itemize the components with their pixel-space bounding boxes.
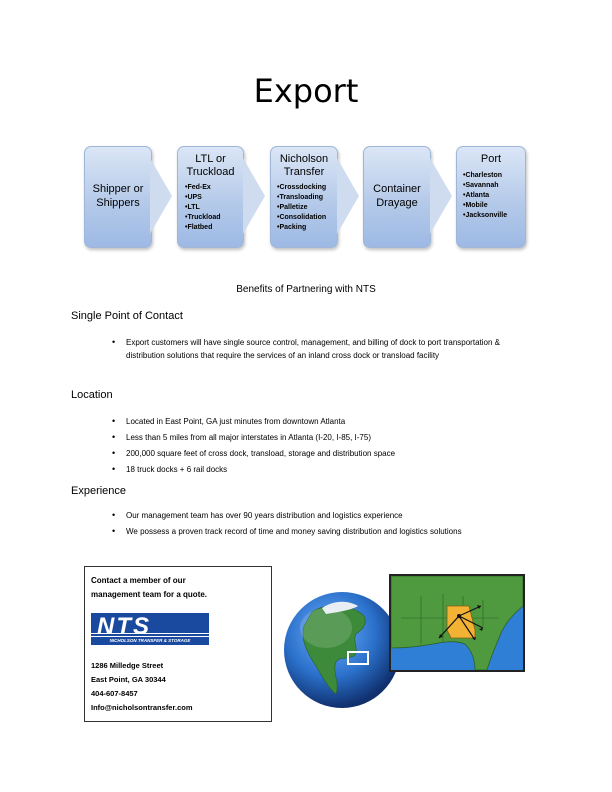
contact-header [91,574,261,602]
flow-arrow [150,158,172,234]
list-item: • Less than 5 miles from all major interstates in Atlanta (I-20, I-85, I-75) [112,431,532,444]
nicholson-heading-line1: Nicholson [279,153,329,165]
contact-box [84,566,272,722]
flow-arrow [337,158,359,234]
flow-arrow [430,158,452,234]
port-heading: Port [480,153,502,165]
list-item: • Packing [277,223,326,233]
page-title: Export [253,72,359,110]
port-items-list [463,171,507,221]
southeast-map [391,576,523,670]
list-item: • UPS [185,193,221,203]
email-link[interactable]: Info@nicholsontransfer.com [91,703,193,712]
list-item: • Flatbed [185,223,221,233]
list-item: • Fed-Ex [185,183,221,193]
location-bullets [112,415,532,479]
list-item: • Consolidation [277,213,326,223]
list-item: • Located in East Point, GA just minutes from downtown Atlanta [112,415,532,428]
benefits-title: Benefits of Partnering with NTS [236,284,376,295]
list-item: • Our management team has over 90 years distribution and logistics experience [112,509,532,522]
contact-address [91,659,193,715]
shipper-label-line2: Shippers [96,197,140,209]
flow-box-nicholson [270,146,338,248]
list-item: • Transloading [277,193,326,203]
phone-number: 404-607-8457 [91,689,138,698]
logo-subtext: NICHOLSON TRANSFER & STORAGE [109,638,191,643]
list-item: • Export customers will have single source control, management, and billing of dock to port transportation & distribution solutions that require the services of an inland cross dock or transload facility [112,336,532,362]
logo-text: NTS [97,613,151,640]
experience-bullets [112,509,532,541]
container-label-line2: Drayage [376,197,418,209]
nicholson-heading-line2: Transfer [283,166,325,178]
list-item: • Truckload [185,213,221,223]
list-item: • We possess a proven track record of time and money saving distribution and logistics solutions [112,525,532,538]
list-item: • Mobile [463,201,507,211]
address-line2: East Point, GA 30344 [91,675,166,684]
flow-box-container [363,146,431,248]
flow-box-ltl [177,146,244,248]
container-label-line1: Container [373,183,421,195]
list-item: • Charleston [463,171,507,181]
list-item: • 200,000 square feet of cross dock, transload, storage and distribution space [112,447,532,460]
flow-box-shipper [84,146,152,248]
list-item: • 18 truck docks + 6 rail docks [112,463,532,476]
export-flow-diagram [0,146,612,250]
ltl-items-list [185,183,221,233]
single-point-bullets [112,336,532,365]
list-item: • Palletize [277,203,326,213]
section-heading-experience: Experience [71,485,127,497]
address-line1: 1286 Milledge Street [91,661,164,670]
contact-header-line2: management team for a quote. [91,590,208,599]
southeast-map-inset [389,574,525,672]
flow-box-port [456,146,526,248]
list-item: • Jacksonville [463,211,507,221]
contact-header-line1: Contact a member of our [91,576,186,585]
list-item: • Atlanta [463,191,507,201]
list-item: • LTL [185,203,221,213]
list-item: • Savannah [463,181,507,191]
list-item: • Crossdocking [277,183,326,193]
nts-logo [91,613,209,645]
nicholson-items-list [277,183,326,233]
globe-image [282,590,402,710]
section-heading-single-point: Single Point of Contact [71,310,183,322]
flow-arrow [243,158,265,234]
ltl-heading-line1: LTL or [195,153,226,165]
section-heading-location: Location [71,389,113,401]
ltl-heading-line2: Truckload [186,166,235,178]
shipper-label-line1: Shipper or [92,183,144,195]
